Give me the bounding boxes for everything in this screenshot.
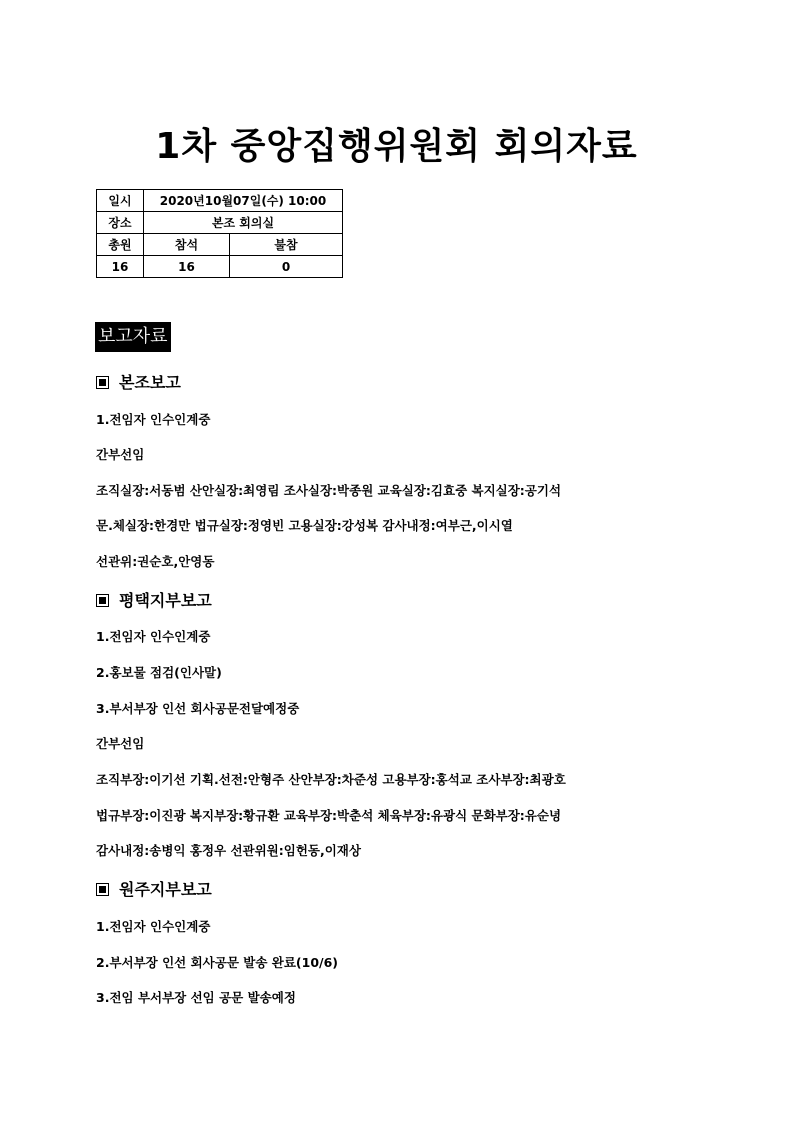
date-row [97,190,343,212]
list-item: 1.전임자 인수인계중 [96,919,211,934]
meeting-info-table [96,189,343,278]
place-value: 본조 회의실 [144,212,343,234]
list-item: 간부선임 [96,447,145,462]
section-heading-report: 보고자료 [95,322,171,352]
square-bullet-icon [96,376,109,389]
subhead-hq-report [96,370,181,393]
present-header: 참석 [144,234,230,256]
absent-header: 불참 [230,234,343,256]
list-item: 3.부서부장 인선 회사공문전달예정중 [96,701,300,716]
list-item: 법규부장:이진광 복지부장:황규환 교육부장:박춘석 체육부장:유광식 문화부장:유순녕 [96,808,562,823]
subhead-label: 본조보고 [119,373,181,392]
place-row [97,212,343,234]
list-item: 조직부장:이기선 기획.선전:안형주 산안부장:차준성 고용부장:홍석교 조사부장:최광호 [96,772,566,787]
present-value: 16 [144,256,230,278]
list-item: 선관위:권순호,안영동 [96,554,215,569]
list-item: 2.부서부장 인선 회사공문 발송 완료(10/6) [96,955,338,970]
total-value: 16 [97,256,144,278]
list-item: 1.전임자 인수인계중 [96,629,211,644]
attendance-values-row [97,256,343,278]
date-value: 2020년10월07일(수) 10:00 [144,190,343,212]
list-item: 감사내정:송병익 홍정우 선관위원:임헌동,이재상 [96,843,361,858]
page-title: 1차 중앙집행위원회 회의자료 [155,126,638,167]
list-item: 조직실장:서동범 산안실장:최영림 조사실장:박종원 교육실장:김효중 복지실장:공기석 [96,483,562,498]
list-item: 2.홍보물 점검(인사말) [96,665,222,680]
list-item: 문.체실장:한경만 법규실장:정영빈 고용실장:강성복 감사내정:여부근,이시열 [96,518,513,533]
subhead-pyeongtaek-report [96,588,212,611]
list-item: 1.전임자 인수인계중 [96,412,211,427]
total-header: 총원 [97,234,144,256]
place-label: 장소 [97,212,144,234]
date-label: 일시 [97,190,144,212]
square-bullet-icon [96,883,109,896]
attendance-header-row [97,234,343,256]
subhead-label: 평택지부보고 [119,591,212,610]
list-item: 간부선임 [96,736,145,751]
subhead-wonju-report [96,877,212,900]
list-item: 3.전임 부서부장 선임 공문 발송예정 [96,990,296,1005]
absent-value: 0 [230,256,343,278]
subhead-label: 원주지부보고 [119,880,212,899]
square-bullet-icon [96,594,109,607]
